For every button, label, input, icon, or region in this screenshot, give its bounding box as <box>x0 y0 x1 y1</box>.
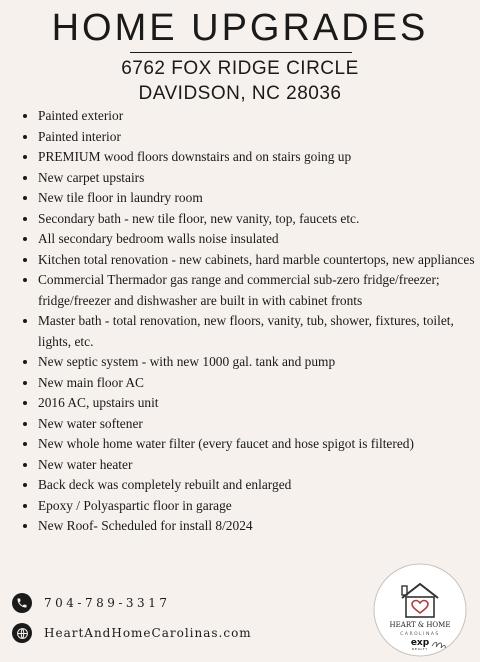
globe-icon <box>12 623 32 643</box>
upgrade-item: • New carpet upstairs <box>38 168 480 189</box>
address-line-1: 6762 FOX RIDGE CIRCLE <box>121 58 359 79</box>
logo-brand: exp <box>410 638 430 648</box>
upgrade-item: • Back deck was completely rebuilt and enlarged <box>38 475 480 496</box>
upgrade-item: • New water heater <box>38 455 480 476</box>
upgrade-item: • Master bath - total renovation, new floors, vanity, tub, shower, fixtures, toilet, lights, etc. <box>38 311 480 352</box>
upgrade-item: • PREMIUM wood floors downstairs and on stairs going up <box>38 147 480 168</box>
logo-line-1: HEART & HOME <box>389 621 451 629</box>
phone-icon <box>12 593 32 613</box>
website-contact[interactable] <box>12 622 252 644</box>
upgrade-item: • All secondary bedroom walls noise insulated <box>38 229 480 250</box>
upgrade-item: • Commercial Thermador gas range and commercial sub-zero fridge/freezer; fridge/freezer and dishwasher are built in with cabinet fronts <box>38 270 480 311</box>
upgrade-item: • Epoxy / Polyaspartic floor in garage <box>38 496 480 517</box>
upgrades-list <box>18 106 480 537</box>
page-title: HOME UPGRADES <box>51 7 429 49</box>
upgrade-item: • Painted exterior <box>38 106 480 127</box>
phone-contact[interactable] <box>12 592 170 614</box>
logo-brand-sub: REALTY <box>412 647 428 651</box>
upgrade-item: • New tile floor in laundry room <box>38 188 480 209</box>
upgrade-item: • New Roof- Scheduled for install 8/2024 <box>38 516 480 537</box>
upgrade-item: • Painted interior <box>38 127 480 148</box>
upgrade-item: • 2016 AC, upstairs unit <box>38 393 480 414</box>
upgrade-item: • New water softener <box>38 414 480 435</box>
logo-line-2: CAROLINAS <box>400 632 440 637</box>
address-line-2: DAVIDSON, NC 28036 <box>138 83 342 104</box>
upgrade-item: • Secondary bath - new tile floor, new vanity, top, faucets etc. <box>38 209 480 230</box>
upgrade-item: • New main floor AC <box>38 373 480 394</box>
phone-number: 704-789-3317 <box>44 596 171 610</box>
title-divider <box>130 52 352 53</box>
website-link[interactable]: HeartAndHomeCarolinas.com <box>44 626 252 640</box>
heart-and-home-logo <box>372 562 468 658</box>
upgrade-item: • New septic system - with new 1000 gal. tank and pump <box>38 352 480 373</box>
upgrade-item: • New whole home water filter (every faucet and hose spigot is filtered) <box>38 434 480 455</box>
upgrade-item: • Kitchen total renovation - new cabinets, hard marble countertops, new appliances <box>38 250 480 271</box>
